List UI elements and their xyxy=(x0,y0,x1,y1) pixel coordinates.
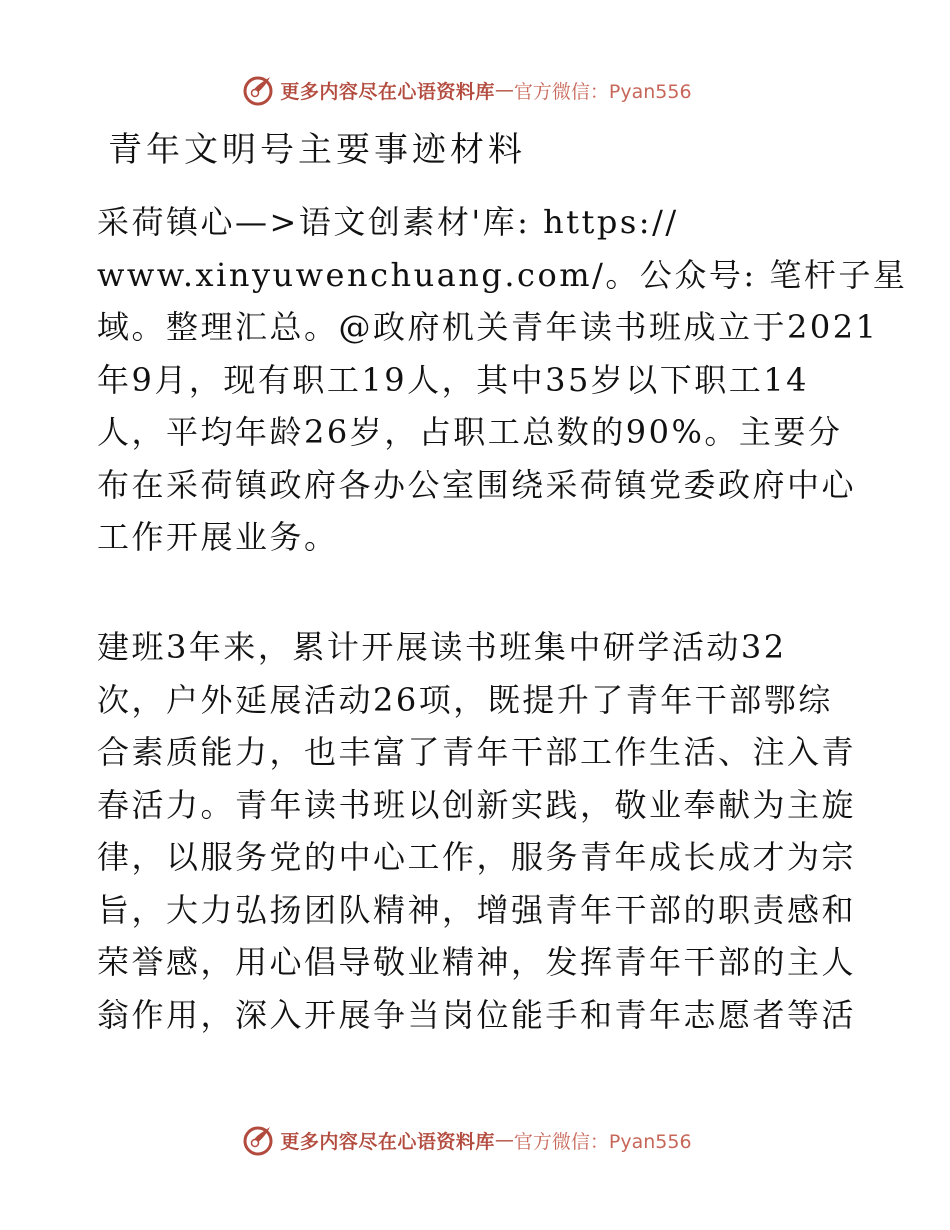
paragraph-line: 域。整理汇总。@政府机关青年读书班成立于2021 xyxy=(97,308,879,346)
paragraph-line: 布在采荷镇政府各办公室围绕采荷镇党委政府中心 xyxy=(97,465,857,504)
banner-wechat-text: 官方微信：Pyan556 xyxy=(513,80,692,103)
paragraph-line: 律，以服务党的中心工作，服务青年成长成才为宗 xyxy=(97,838,857,876)
banner-separator: — xyxy=(494,79,514,101)
banner-main-text: 更多内容尽在心语资料库 xyxy=(280,1130,495,1153)
paragraph-line: 合素质能力，也丰富了青年干部工作生活、注入青 xyxy=(97,733,857,771)
paragraph-line: 人，平均年龄26岁，占职工总数的90%。主要分 xyxy=(97,413,843,451)
paragraph-line: www.xinyuwenchuang.com/。公众号: 笔杆子星 xyxy=(97,255,908,294)
xinyu-logo-icon xyxy=(242,73,276,107)
banner-separator: — xyxy=(494,1129,514,1151)
header-banner xyxy=(0,70,950,110)
banner-main-text: 更多内容尽在心语资料库 xyxy=(280,80,495,103)
xinyu-logo-icon xyxy=(242,1123,276,1157)
paragraph-line: 建班3年来，累计开展读书班集中研学活动32 xyxy=(97,628,787,666)
paragraph-line: 翁作用，深入开展争当岗位能手和青年志愿者等活 xyxy=(97,995,857,1034)
paragraph-line: 工作开展业务。 xyxy=(97,518,339,556)
paragraph-line: 次，户外延展活动26项，既提升了青年干部鄂综 xyxy=(97,680,833,719)
paragraph-line: 荣誉感，用心倡导敬业精神，发挥青年干部的主人 xyxy=(97,943,857,981)
paragraph-1 xyxy=(97,196,908,564)
paragraph-2 xyxy=(97,621,857,1041)
paragraph-line: 春活力。青年读书班以创新实践，敬业奉献为主旋 xyxy=(97,785,857,824)
footer-banner xyxy=(0,1120,950,1160)
document-title: 青年文明号主要事迹材料 xyxy=(108,130,526,170)
banner-wechat-text: 官方微信：Pyan556 xyxy=(513,1130,692,1153)
paragraph-line: 采荷镇心—>语文创素材'库: https:// xyxy=(97,203,679,241)
paragraph-line: 年9月，现有职工19人，其中35岁以下职工14 xyxy=(97,360,810,399)
paragraph-line: 旨，大力弘扬团队精神，增强青年干部的职责感和 xyxy=(97,890,857,929)
